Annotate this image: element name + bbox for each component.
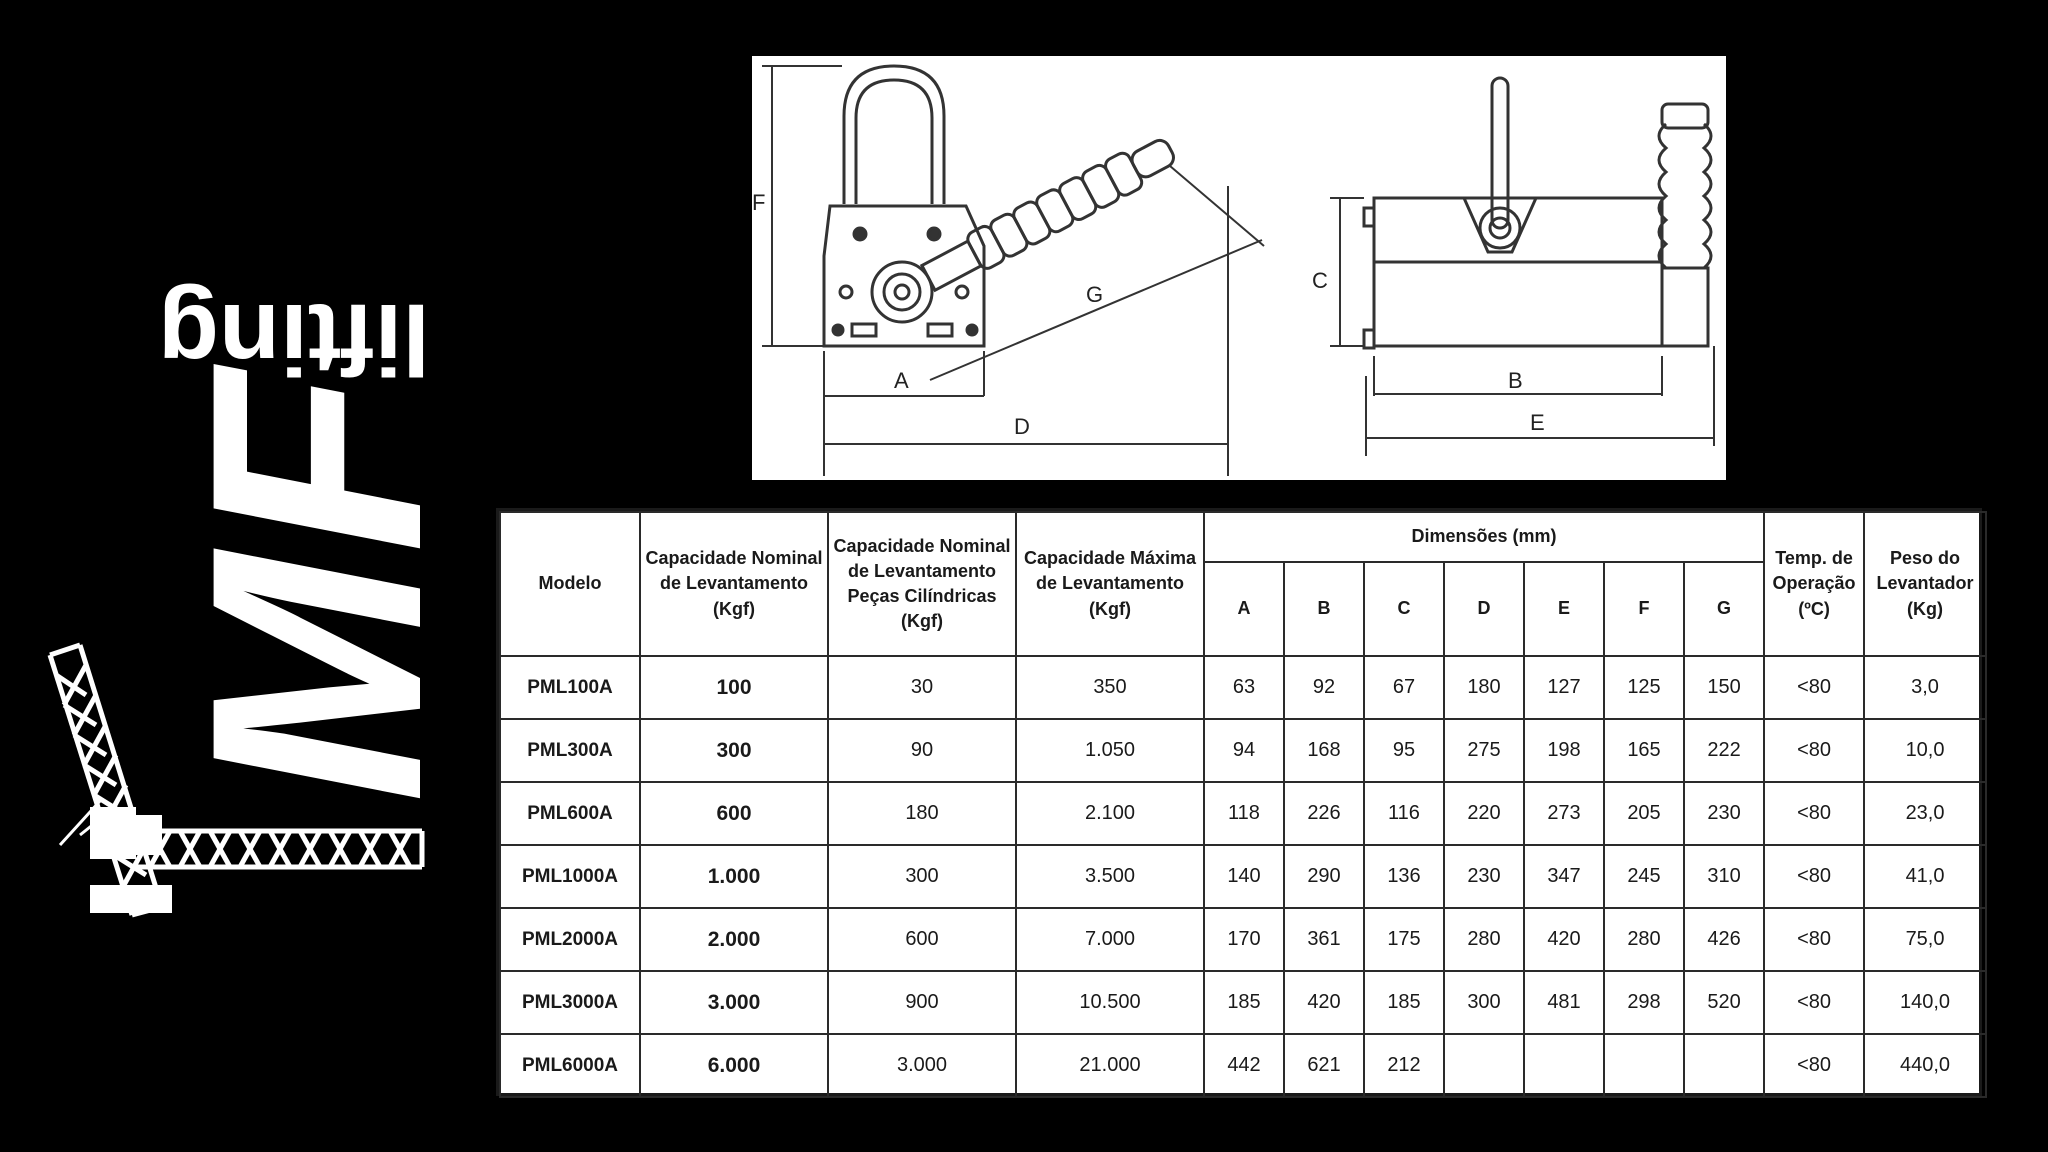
cell-weight: 3,0	[1864, 656, 1986, 719]
shackle-icon	[844, 66, 944, 204]
cell-nominal: 100	[640, 656, 828, 719]
cell-dim-g	[1684, 1034, 1764, 1097]
header-cap-max: Capacidade Máxima de Levantamento (Kgf)	[1016, 512, 1204, 656]
table-row	[500, 845, 1986, 908]
cell-dim-d: 180	[1444, 656, 1524, 719]
dim-label-e: E	[1530, 410, 1545, 435]
header-dim-b: B	[1284, 562, 1364, 656]
cell-model: PML6000A	[500, 1034, 640, 1097]
cell-dim-g: 310	[1684, 845, 1764, 908]
header-model: Modelo	[500, 512, 640, 656]
cell-dim-d: 275	[1444, 719, 1524, 782]
cell-model: PML2000A	[500, 908, 640, 971]
header-cap-cylinder: Capacidade Nominal de Levantamento Peças Cilíndricas (Kgf)	[828, 512, 1016, 656]
cell-max: 7.000	[1016, 908, 1204, 971]
cell-dim-a: 118	[1204, 782, 1284, 845]
cell-dim-b: 92	[1284, 656, 1364, 719]
cell-dim-b: 420	[1284, 971, 1364, 1034]
cell-dim-e: 198	[1524, 719, 1604, 782]
spec-table	[496, 508, 1982, 1096]
cell-model: PML300A	[500, 719, 640, 782]
cell-dim-g: 426	[1684, 908, 1764, 971]
cell-nominal: 2.000	[640, 908, 828, 971]
dim-label-d: D	[1014, 414, 1030, 439]
cell-temp: <80	[1764, 1034, 1864, 1097]
header-dim-c: C	[1364, 562, 1444, 656]
cell-dim-a: 94	[1204, 719, 1284, 782]
cell-dim-f	[1604, 1034, 1684, 1097]
cell-dim-g: 520	[1684, 971, 1764, 1034]
cell-dim-e: 481	[1524, 971, 1604, 1034]
cell-dim-e: 273	[1524, 782, 1604, 845]
cell-nominal: 6.000	[640, 1034, 828, 1097]
cell-nominal: 300	[640, 719, 828, 782]
cell-temp: <80	[1764, 782, 1864, 845]
cell-cylinder: 300	[828, 845, 1016, 908]
cell-cylinder: 90	[828, 719, 1016, 782]
cell-temp: <80	[1764, 971, 1864, 1034]
dim-label-a: A	[894, 368, 909, 393]
cell-nominal: 3.000	[640, 971, 828, 1034]
cell-max: 10.500	[1016, 971, 1204, 1034]
cell-weight: 41,0	[1864, 845, 1986, 908]
technical-drawing	[752, 56, 1726, 480]
header-dim-e: E	[1524, 562, 1604, 656]
cell-model: PML1000A	[500, 845, 640, 908]
cell-cylinder: 3.000	[828, 1034, 1016, 1097]
cell-dim-f: 125	[1604, 656, 1684, 719]
header-temp: Temp. de Operação (ºC)	[1764, 512, 1864, 656]
table-row	[500, 656, 1986, 719]
cell-dim-g: 150	[1684, 656, 1764, 719]
cell-dim-d: 220	[1444, 782, 1524, 845]
cell-dim-f: 205	[1604, 782, 1684, 845]
cell-dim-c: 185	[1364, 971, 1444, 1034]
header-dim-a: A	[1204, 562, 1284, 656]
dim-label-g: G	[1086, 282, 1104, 307]
cell-dim-a: 140	[1204, 845, 1284, 908]
cell-temp: <80	[1764, 719, 1864, 782]
cell-max: 3.500	[1016, 845, 1204, 908]
cell-dim-c: 95	[1364, 719, 1444, 782]
cell-dim-b: 621	[1284, 1034, 1364, 1097]
header-weight: Peso do Levantador (Kg)	[1864, 512, 1986, 656]
header-cap-nominal: Capacidade Nominal de Levantamento (Kgf)	[640, 512, 828, 656]
cell-max: 2.100	[1016, 782, 1204, 845]
cell-dim-c: 67	[1364, 656, 1444, 719]
table-row	[500, 908, 1986, 971]
cell-weight: 140,0	[1864, 971, 1986, 1034]
handle	[919, 132, 1180, 296]
cell-cylinder: 900	[828, 971, 1016, 1034]
cell-dim-b: 290	[1284, 845, 1364, 908]
cell-dim-b: 168	[1284, 719, 1364, 782]
cell-dim-d: 230	[1444, 845, 1524, 908]
cell-dim-e: 420	[1524, 908, 1604, 971]
table-row	[500, 782, 1986, 845]
cell-dim-c: 212	[1364, 1034, 1444, 1097]
cell-weight: 440,0	[1864, 1034, 1986, 1097]
cell-dim-e: 127	[1524, 656, 1604, 719]
cell-dim-e: 347	[1524, 845, 1604, 908]
cell-model: PML600A	[500, 782, 640, 845]
header-dim-g: G	[1684, 562, 1764, 656]
header-dim-f: F	[1604, 562, 1684, 656]
cell-dim-b: 226	[1284, 782, 1364, 845]
cell-max: 1.050	[1016, 719, 1204, 782]
cell-max: 21.000	[1016, 1034, 1204, 1097]
cell-nominal: 1.000	[640, 845, 828, 908]
cell-model: PML100A	[500, 656, 640, 719]
cell-temp: <80	[1764, 845, 1864, 908]
cell-dim-c: 175	[1364, 908, 1444, 971]
cell-dim-g: 222	[1684, 719, 1764, 782]
dim-label-c: C	[1312, 268, 1328, 293]
cell-dim-f: 280	[1604, 908, 1684, 971]
cell-dim-d: 280	[1444, 908, 1524, 971]
cell-dim-c: 136	[1364, 845, 1444, 908]
brand-mark	[148, 361, 484, 803]
cell-dim-f: 245	[1604, 845, 1684, 908]
dim-label-f: F	[752, 190, 766, 215]
cell-dim-d: 300	[1444, 971, 1524, 1034]
cell-dim-a: 185	[1204, 971, 1284, 1034]
cell-weight: 23,0	[1864, 782, 1986, 845]
cell-weight: 75,0	[1864, 908, 1986, 971]
cell-temp: <80	[1764, 656, 1864, 719]
table-row	[500, 719, 1986, 782]
cell-dim-f: 298	[1604, 971, 1684, 1034]
cell-cylinder: 180	[828, 782, 1016, 845]
header-dimensions: Dimensões (mm)	[1204, 512, 1764, 562]
header-dim-d: D	[1444, 562, 1524, 656]
cell-dim-g: 230	[1684, 782, 1764, 845]
cell-dim-b: 361	[1284, 908, 1364, 971]
brand-mark-text: MF	[148, 370, 484, 804]
cell-dim-a: 63	[1204, 656, 1284, 719]
cell-model: PML3000A	[500, 971, 640, 1034]
table-row	[500, 1034, 1986, 1097]
cell-max: 350	[1016, 656, 1204, 719]
cell-cylinder: 30	[828, 656, 1016, 719]
brand-tagline: lifting	[157, 283, 430, 395]
dim-label-b: B	[1508, 368, 1523, 393]
brand-logo	[40, 195, 484, 955]
cell-dim-d	[1444, 1034, 1524, 1097]
cell-dim-f: 165	[1604, 719, 1684, 782]
cell-dim-a: 442	[1204, 1034, 1284, 1097]
cell-dim-c: 116	[1364, 782, 1444, 845]
cell-dim-e	[1524, 1034, 1604, 1097]
table-row	[500, 971, 1986, 1034]
cell-weight: 10,0	[1864, 719, 1986, 782]
cell-cylinder: 600	[828, 908, 1016, 971]
cell-temp: <80	[1764, 908, 1864, 971]
cell-nominal: 600	[640, 782, 828, 845]
cell-dim-a: 170	[1204, 908, 1284, 971]
